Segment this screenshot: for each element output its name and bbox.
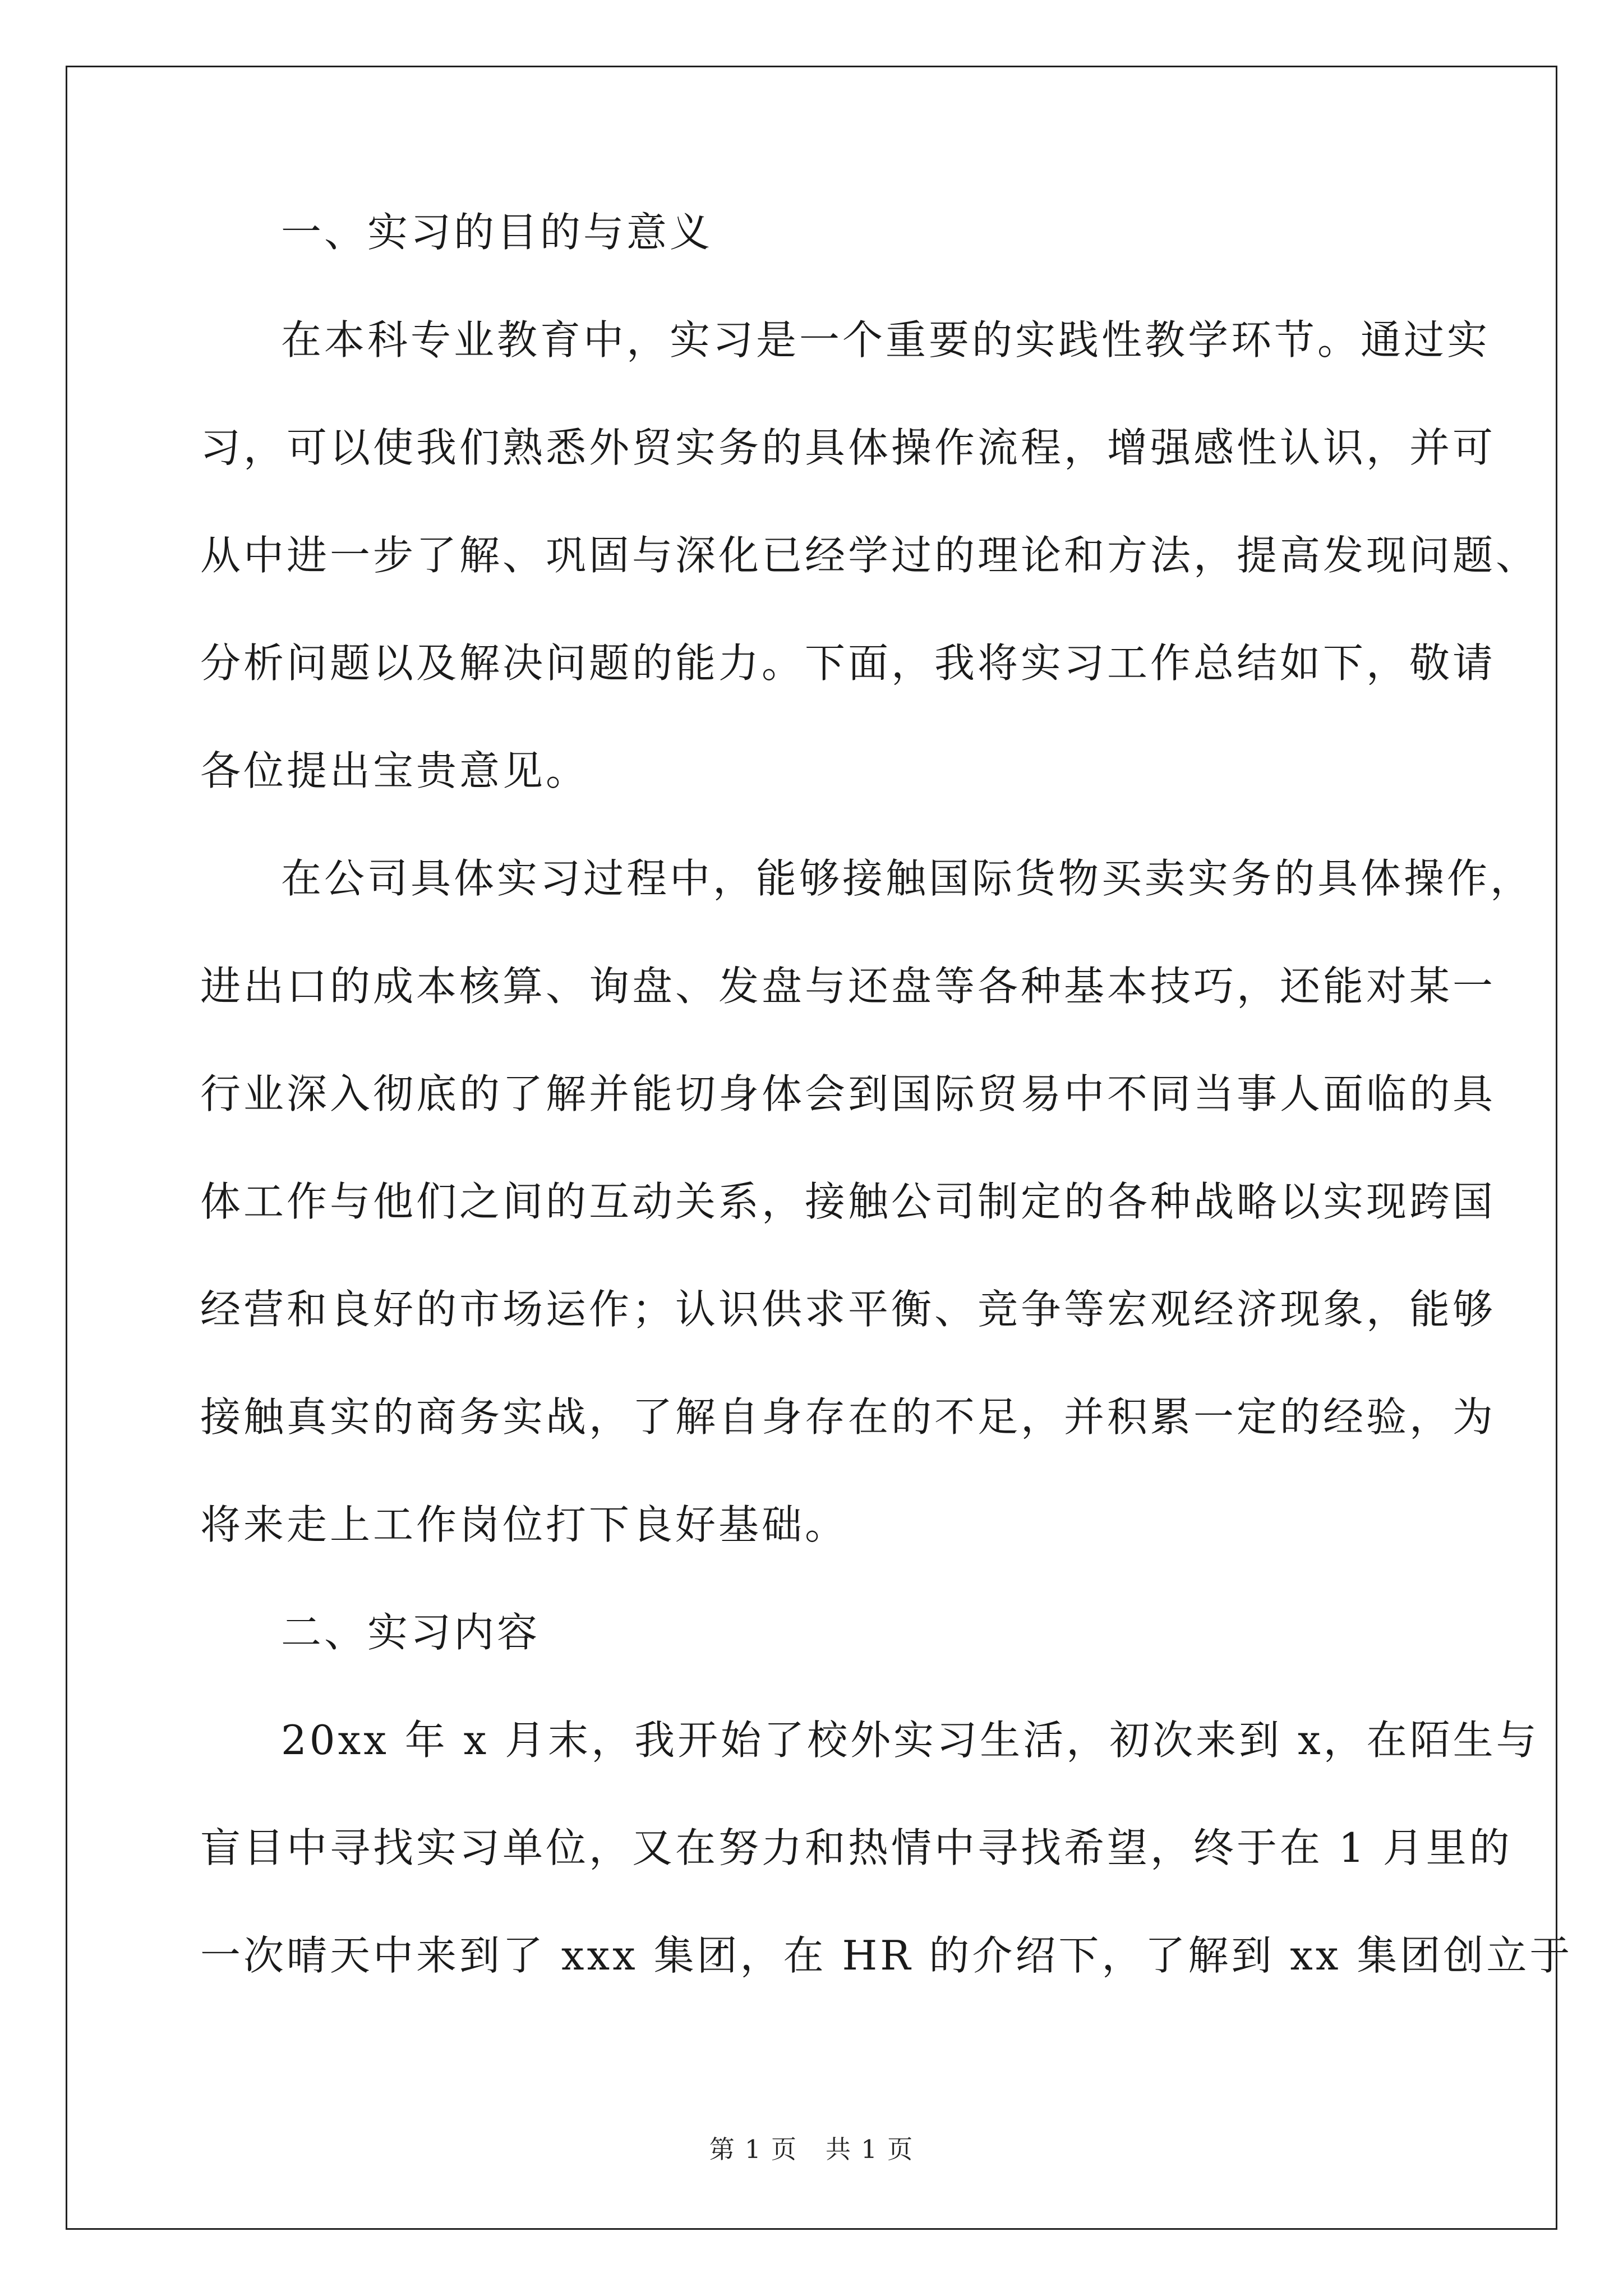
paragraph-line: 习，可以使我们熟悉外贸实务的具体操作流程，增强感性认识，并可 [200,424,1496,471]
paragraph-line: 将来走上工作岗位打下良好基础。 [200,1501,849,1548]
paragraph-line: 分析问题以及解决问题的能力。下面，我将实习工作总结如下，敬请 [200,639,1496,687]
page-number: 第 1 页 [709,2134,797,2164]
paragraph-line: 在公司具体实习过程中，能够接触国际货物买卖实务的具体操作， [281,855,1534,902]
paragraph-line: 各位提出宝贵意见。 [200,747,589,794]
paragraph-line: 20xx 年 x 月末，我开始了校外实习生活，初次来到 x，在陌生与 [281,1717,1539,1764]
section-heading: 二、实习内容 [281,1609,541,1656]
paragraph-line: 经营和良好的市场运作；认识供求平衡、竞争等宏观经济现象，能够 [200,1286,1496,1333]
paragraph-line: 一次晴天中来到了 xxx 集团，在 HR 的介绍下，了解到 xx 集团创立于 [200,1932,1573,1979]
document-body [200,209,1573,2043]
paragraph-line: 体工作与他们之间的互动关系，接触公司制定的各种战略以实现跨国 [200,1178,1496,1225]
page-count: 共 1 页 [826,2134,914,2164]
section-heading: 一、实习的目的与意义 [281,209,713,256]
paragraph-line: 盲目中寻找实习单位，又在努力和热情中寻找希望，终于在 1 月里的 [200,1824,1513,1871]
paragraph-line: 在本科专业教育中，实习是一个重要的实践性教学环节。通过实 [281,316,1491,364]
paragraph-line: 接触真实的商务实战，了解自身存在的不足，并积累一定的经验，为 [200,1393,1496,1441]
paragraph-line: 从中进一步了解、巩固与深化已经学过的理论和方法，提高发现问题、 [200,532,1539,579]
paragraph-line: 行业深入彻底的了解并能切身体会到国际贸易中不同当事人面临的具 [200,1070,1496,1117]
paragraph-line: 进出口的成本核算、询盘、发盘与还盘等各种基本技巧，还能对某一 [200,963,1496,1010]
page-footer [0,2129,1623,2165]
